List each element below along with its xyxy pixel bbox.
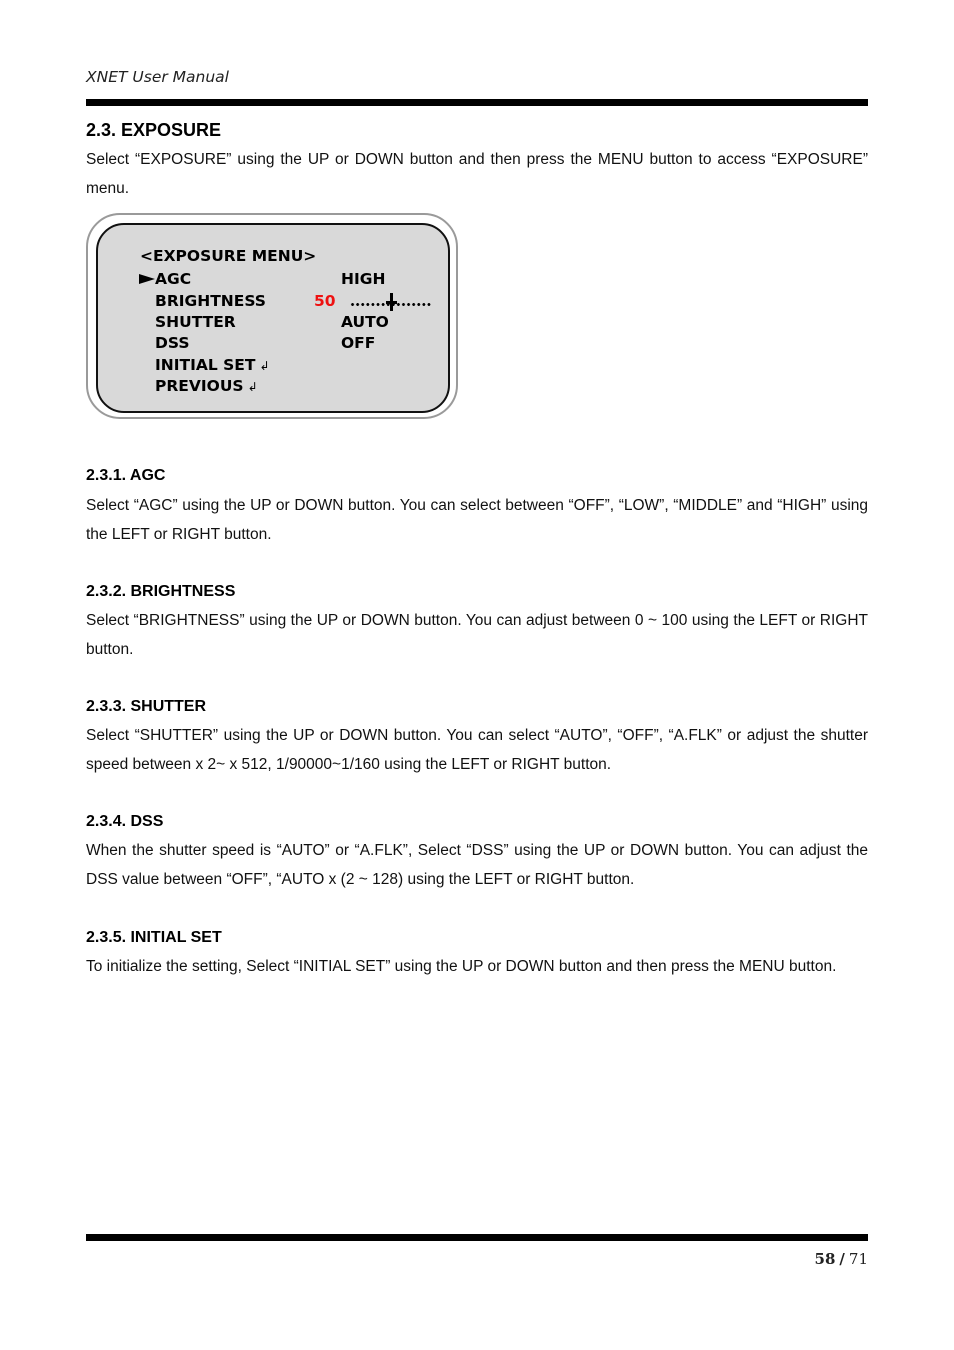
brightness-slider — [350, 300, 432, 308]
osd-item-label-previous: PREVIOUS — [155, 377, 244, 395]
document-header-title: XNET User Manual — [86, 68, 229, 86]
osd-item-value-dss: OFF — [341, 334, 376, 352]
subsection-body-brightness: Select “BRIGHTNESS” using the UP or DOWN button. You can adjust between 0 ~ 100 using the LEFT or RIGHT button. — [86, 612, 868, 658]
page-number — [815, 1250, 868, 1268]
subsection-body-dss: When the shutter speed is “AUTO” or “A.FLK”, Select “DSS” using the UP or DOWN button. You can adjust the DSS value between “OFF”, “AUTO x (2 ~ 128) using the LEFT or RIGHT button. — [86, 842, 868, 888]
osd-item-value-shutter: AUTO — [341, 313, 389, 331]
osd-item-value-brightness: 50 — [314, 292, 336, 310]
enter-icon: ↲ — [247, 380, 258, 394]
osd-item-value-agc: HIGH — [341, 270, 386, 288]
osd-item-previous — [155, 377, 258, 395]
footer-rule — [86, 1234, 868, 1241]
page-total: 71 — [848, 1250, 868, 1268]
osd-item-label-initial-set: INITIAL SET — [155, 356, 256, 374]
enter-icon: ↲ — [259, 359, 270, 373]
brightness-slider-crossbar — [386, 301, 397, 304]
osd-item-label-dss: DSS — [155, 334, 190, 352]
header-rule — [86, 99, 868, 106]
osd-item-label-shutter: SHUTTER — [155, 313, 236, 331]
exposure-menu-screenshot — [86, 213, 458, 419]
subsection-heading-agc: 2.3.1. AGC — [86, 467, 166, 484]
subsection-body-agc: Select “AGC” using the UP or DOWN button. You can select between “OFF”, “LOW”, “MIDDLE” and “HIGH” using the LEFT or RIGHT button. — [86, 497, 868, 543]
section-heading: 2.3. EXPOSURE — [86, 120, 222, 140]
osd-item-label-agc: AGC — [155, 270, 192, 288]
section-intro: Select “EXPOSURE” using the UP or DOWN button and then press the MENU button to access “EXPOSURE” menu. — [86, 151, 868, 197]
page-separator: / — [839, 1250, 845, 1268]
subsection-heading-initial-set: 2.3.5. INITIAL SET — [86, 929, 222, 946]
subsection-heading-shutter: 2.3.3. SHUTTER — [86, 698, 207, 715]
osd-menu-title: <EXPOSURE MENU> — [140, 247, 317, 265]
page-current: 58 — [814, 1250, 836, 1268]
selection-arrow-icon — [139, 274, 155, 284]
osd-item-label-brightness: BRIGHTNESS — [155, 292, 266, 310]
subsection-heading-brightness: 2.3.2. BRIGHTNESS — [86, 583, 236, 600]
subsection-body-shutter: Select “SHUTTER” using the UP or DOWN button. You can select “AUTO”, “OFF”, “A.FLK” or adjust the shutter speed between x 2~ x 512, 1/90000~1/160 using the LEFT or RIGHT button. — [86, 727, 868, 773]
exposure-menu-screen — [96, 223, 450, 413]
osd-item-initial-set — [155, 356, 270, 374]
subsection-heading-dss: 2.3.4. DSS — [86, 813, 164, 830]
subsection-body-initial-set: To initialize the setting, Select “INITIAL SET” using the UP or DOWN button and then press the MENU button. — [86, 958, 837, 975]
